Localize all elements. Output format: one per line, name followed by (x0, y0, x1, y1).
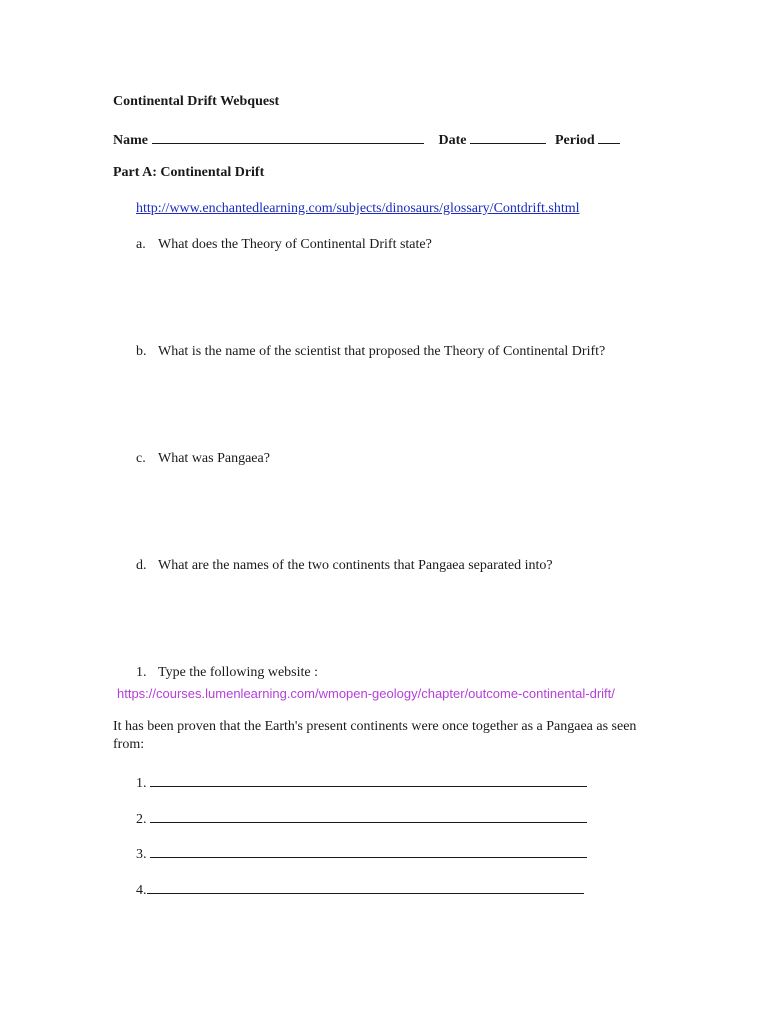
answer-3-number: 3. (136, 847, 147, 862)
period-label: Period (555, 133, 595, 148)
answer-line-4 (136, 879, 584, 900)
question-c-letter: c. (136, 451, 146, 466)
answer-1-number: 1. (136, 776, 147, 791)
name-label: Name (113, 133, 148, 148)
question-a (136, 236, 432, 254)
question-c (136, 450, 270, 468)
part-1-instruction-text: Type the following website : (158, 665, 318, 680)
answer-line-1 (136, 772, 587, 793)
question-c-text: What was Pangaea? (158, 451, 270, 466)
question-a-text: What does the Theory of Continental Drift state? (158, 237, 432, 252)
question-d (136, 557, 553, 575)
date-label: Date (438, 133, 467, 148)
answer-line-3 (136, 843, 587, 864)
question-b (136, 343, 605, 361)
period-field[interactable] (598, 129, 620, 144)
name-field[interactable] (152, 129, 424, 144)
answer-4-field[interactable] (147, 879, 584, 894)
answer-2-number: 2. (136, 812, 147, 827)
answer-1-field[interactable] (150, 772, 587, 787)
part-a-heading: Part A: Continental Drift (113, 165, 265, 180)
question-b-letter: b. (136, 344, 147, 359)
answer-3-field[interactable] (150, 843, 587, 858)
part-1-instruction (136, 664, 318, 682)
answer-2-field[interactable] (150, 808, 587, 823)
document-title: Continental Drift Webquest (113, 94, 280, 109)
answer-4-number: 4. (136, 883, 147, 898)
enchantedlearning-link[interactable]: http://www.enchantedlearning.com/subjects/dinosaurs/glossary/Contdrift.shtml (136, 201, 580, 216)
question-d-letter: d. (136, 558, 147, 573)
part-1-number: 1. (136, 665, 147, 680)
proof-paragraph: It has been proven that the Earth's present continents were once together as a Pangaea as seen from: (113, 719, 637, 752)
question-a-letter: a. (136, 237, 146, 252)
question-d-text: What are the names of the two continents that Pangaea separated into? (158, 558, 553, 573)
name-date-period-row (113, 129, 620, 150)
lumenlearning-link[interactable]: https://courses.lumenlearning.com/wmopen-geology/chapter/outcome-continental-drift/ (117, 686, 615, 701)
question-b-text: What is the name of the scientist that proposed the Theory of Continental Drift? (158, 344, 606, 359)
date-field[interactable] (470, 129, 546, 144)
answer-line-2 (136, 808, 587, 829)
